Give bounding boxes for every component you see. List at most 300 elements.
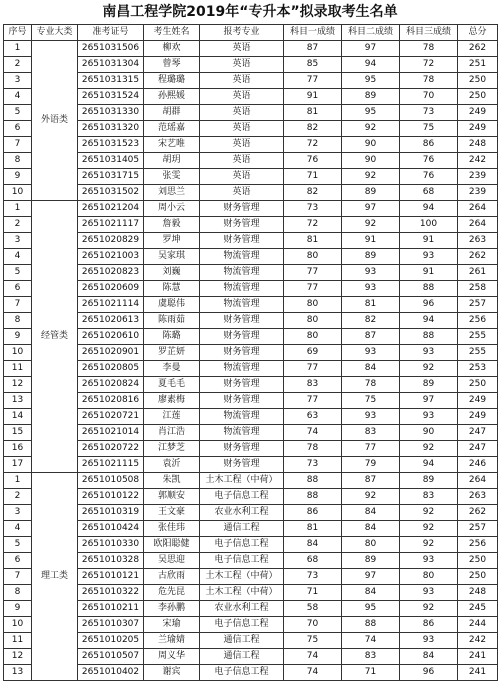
- score-3: 93: [400, 345, 458, 361]
- score-3: 93: [400, 585, 458, 601]
- table-row: [4, 137, 498, 153]
- score-1: 58: [284, 601, 342, 617]
- total-score: 242: [458, 633, 498, 649]
- table-row: [4, 601, 498, 617]
- score-1: 71: [284, 585, 342, 601]
- total-score: 256: [458, 313, 498, 329]
- score-2: 77: [342, 441, 400, 457]
- score-3: 100: [400, 217, 458, 233]
- column-header: 科目二成绩: [342, 25, 400, 41]
- total-score: 246: [458, 457, 498, 473]
- score-3: 94: [400, 313, 458, 329]
- total-score: 264: [458, 201, 498, 217]
- student-name: 吴思迎: [144, 553, 200, 569]
- major: 物流管理: [200, 425, 284, 441]
- score-1: 69: [284, 345, 342, 361]
- score-3: 88: [400, 329, 458, 345]
- total-score: 262: [458, 505, 498, 521]
- score-1: 85: [284, 57, 342, 73]
- student-name: 李曼: [144, 361, 200, 377]
- row-index: 9: [4, 329, 32, 345]
- score-1: 82: [284, 121, 342, 137]
- exam-id: 2651031523: [78, 137, 144, 153]
- score-1: 75: [284, 633, 342, 649]
- total-score: 255: [458, 345, 498, 361]
- major: 电子信息工程: [200, 665, 284, 681]
- exam-id: 2651031502: [78, 185, 144, 201]
- major: 英语: [200, 89, 284, 105]
- major: 物流管理: [200, 297, 284, 313]
- score-3: 89: [400, 473, 458, 489]
- table-row: [4, 585, 498, 601]
- row-index: 10: [4, 345, 32, 361]
- table-row: [4, 185, 498, 201]
- score-2: 92: [342, 489, 400, 505]
- student-name: 张佳玮: [144, 521, 200, 537]
- table-row: [4, 217, 498, 233]
- score-3: 93: [400, 409, 458, 425]
- table-row: [4, 121, 498, 137]
- exam-id: 2651031320: [78, 121, 144, 137]
- score-1: 80: [284, 297, 342, 313]
- exam-id: 2651031524: [78, 89, 144, 105]
- table-row: [4, 57, 498, 73]
- score-1: 74: [284, 425, 342, 441]
- total-score: 250: [458, 553, 498, 569]
- major: 英语: [200, 185, 284, 201]
- exam-id: 2651020829: [78, 233, 144, 249]
- major: 财务管理: [200, 329, 284, 345]
- student-name: 范瑶嘉: [144, 121, 200, 137]
- student-name: 柳欢: [144, 41, 200, 57]
- row-index: 1: [4, 201, 32, 217]
- table-row: [4, 89, 498, 105]
- table-row: [4, 649, 498, 665]
- exam-id: 2651020609: [78, 281, 144, 297]
- row-index: 2: [4, 57, 32, 73]
- exam-id: 2651021117: [78, 217, 144, 233]
- student-name: 危先昆: [144, 585, 200, 601]
- score-1: 73: [284, 457, 342, 473]
- student-name: 罗芷妍: [144, 345, 200, 361]
- score-1: 73: [284, 569, 342, 585]
- exam-id: 2651021114: [78, 297, 144, 313]
- major: 通信工程: [200, 649, 284, 665]
- major: 英语: [200, 137, 284, 153]
- row-index: 10: [4, 185, 32, 201]
- exam-id: 2651010319: [78, 505, 144, 521]
- score-2: 95: [342, 105, 400, 121]
- exam-id: 2651010330: [78, 537, 144, 553]
- table-row: [4, 169, 498, 185]
- student-name: 兰瑜婧: [144, 633, 200, 649]
- score-2: 93: [342, 409, 400, 425]
- total-score: 258: [458, 281, 498, 297]
- major: 物流管理: [200, 361, 284, 377]
- score-3: 94: [400, 201, 458, 217]
- row-index: 12: [4, 649, 32, 665]
- row-index: 11: [4, 633, 32, 649]
- score-3: 84: [400, 649, 458, 665]
- score-3: 86: [400, 617, 458, 633]
- exam-id: 2651020823: [78, 265, 144, 281]
- exam-id: 2651010211: [78, 601, 144, 617]
- student-name: 陈璐: [144, 329, 200, 345]
- major: 通信工程: [200, 521, 284, 537]
- table-row: [4, 361, 498, 377]
- major: 财务管理: [200, 377, 284, 393]
- score-2: 81: [342, 297, 400, 313]
- score-2: 71: [342, 665, 400, 681]
- score-2: 89: [342, 249, 400, 265]
- score-2: 92: [342, 121, 400, 137]
- score-2: 74: [342, 633, 400, 649]
- header-row: [4, 25, 498, 41]
- score-1: 81: [284, 233, 342, 249]
- exam-id: 2651020613: [78, 313, 144, 329]
- score-3: 90: [400, 425, 458, 441]
- score-1: 80: [284, 329, 342, 345]
- student-name: 李孙鹏: [144, 601, 200, 617]
- total-score: 247: [458, 441, 498, 457]
- score-3: 92: [400, 505, 458, 521]
- major: 财务管理: [200, 233, 284, 249]
- row-index: 4: [4, 521, 32, 537]
- table-row: [4, 409, 498, 425]
- exam-id: 2651020824: [78, 377, 144, 393]
- table-row: [4, 553, 498, 569]
- row-index: 3: [4, 73, 32, 89]
- column-header: 考生姓名: [144, 25, 200, 41]
- row-index: 1: [4, 41, 32, 57]
- score-2: 83: [342, 425, 400, 441]
- score-1: 91: [284, 89, 342, 105]
- category-cell: 经管类: [32, 201, 78, 473]
- total-score: 256: [458, 537, 498, 553]
- table-row: [4, 153, 498, 169]
- row-index: 16: [4, 441, 32, 457]
- exam-id: 2651010307: [78, 617, 144, 633]
- score-1: 74: [284, 665, 342, 681]
- major: 农业水利工程: [200, 601, 284, 617]
- score-3: 73: [400, 105, 458, 121]
- row-index: 8: [4, 585, 32, 601]
- score-2: 84: [342, 521, 400, 537]
- score-2: 82: [342, 313, 400, 329]
- student-name: 周义华: [144, 649, 200, 665]
- score-3: 92: [400, 361, 458, 377]
- row-index: 3: [4, 233, 32, 249]
- table-row: [4, 249, 498, 265]
- score-3: 75: [400, 121, 458, 137]
- exam-id: 2651010121: [78, 569, 144, 585]
- score-2: 90: [342, 137, 400, 153]
- student-name: 欧阳聪健: [144, 537, 200, 553]
- total-score: 249: [458, 105, 498, 121]
- score-3: 78: [400, 41, 458, 57]
- row-index: 14: [4, 409, 32, 425]
- score-1: 88: [284, 489, 342, 505]
- major: 电子信息工程: [200, 537, 284, 553]
- student-name: 朱凯: [144, 473, 200, 489]
- category-cell: 理工类: [32, 473, 78, 681]
- total-score: 257: [458, 521, 498, 537]
- total-score: 250: [458, 89, 498, 105]
- column-header: 报考专业: [200, 25, 284, 41]
- total-score: 239: [458, 185, 498, 201]
- exam-id: 2651010507: [78, 649, 144, 665]
- student-name: 胡玥: [144, 153, 200, 169]
- score-3: 92: [400, 441, 458, 457]
- table-row: [4, 393, 498, 409]
- student-name: 刘思兰: [144, 185, 200, 201]
- exam-id: 2651021003: [78, 249, 144, 265]
- score-3: 96: [400, 297, 458, 313]
- student-name: 张雯: [144, 169, 200, 185]
- major: 英语: [200, 153, 284, 169]
- major: 英语: [200, 121, 284, 137]
- major: 财务管理: [200, 201, 284, 217]
- score-1: 81: [284, 521, 342, 537]
- student-name: 孙熙媛: [144, 89, 200, 105]
- score-3: 92: [400, 521, 458, 537]
- row-index: 5: [4, 265, 32, 281]
- exam-id: 2651010322: [78, 585, 144, 601]
- row-index: 17: [4, 457, 32, 473]
- row-index: 10: [4, 617, 32, 633]
- major: 土木工程（中荷）: [200, 569, 284, 585]
- score-2: 95: [342, 601, 400, 617]
- major: 财务管理: [200, 217, 284, 233]
- total-score: 239: [458, 169, 498, 185]
- score-2: 87: [342, 473, 400, 489]
- row-index: 8: [4, 153, 32, 169]
- score-1: 81: [284, 105, 342, 121]
- major: 英语: [200, 169, 284, 185]
- row-index: 12: [4, 377, 32, 393]
- student-name: 程璐璐: [144, 73, 200, 89]
- row-index: 13: [4, 665, 32, 681]
- score-1: 87: [284, 41, 342, 57]
- row-index: 9: [4, 169, 32, 185]
- table-row: [4, 505, 498, 521]
- exam-id: 2651010328: [78, 553, 144, 569]
- score-1: 77: [284, 73, 342, 89]
- major: 物流管理: [200, 265, 284, 281]
- score-1: 86: [284, 505, 342, 521]
- student-name: 刘巍: [144, 265, 200, 281]
- exam-id: 2651010205: [78, 633, 144, 649]
- exam-id: 2651031405: [78, 153, 144, 169]
- row-index: 1: [4, 473, 32, 489]
- total-score: 249: [458, 393, 498, 409]
- total-score: 263: [458, 233, 498, 249]
- score-1: 76: [284, 153, 342, 169]
- score-2: 97: [342, 201, 400, 217]
- student-name: 袁沂: [144, 457, 200, 473]
- total-score: 264: [458, 217, 498, 233]
- student-name: 宋艺唯: [144, 137, 200, 153]
- major: 财务管理: [200, 313, 284, 329]
- page-title: 南昌工程学院2019年“专升本”拟录取考生名单: [102, 4, 398, 20]
- column-header: 专业大类: [32, 25, 78, 41]
- total-score: 250: [458, 73, 498, 89]
- score-1: 72: [284, 137, 342, 153]
- row-index: 3: [4, 505, 32, 521]
- row-index: 6: [4, 121, 32, 137]
- score-1: 77: [284, 361, 342, 377]
- row-index: 4: [4, 249, 32, 265]
- table-row: [4, 569, 498, 585]
- major: 财务管理: [200, 345, 284, 361]
- total-score: 262: [458, 249, 498, 265]
- score-1: 77: [284, 281, 342, 297]
- table-row: [4, 313, 498, 329]
- student-name: 廖素梅: [144, 393, 200, 409]
- table-row: [4, 441, 498, 457]
- score-1: 71: [284, 169, 342, 185]
- exam-id: 2651031330: [78, 105, 144, 121]
- student-name: 江梦芝: [144, 441, 200, 457]
- total-score: 262: [458, 41, 498, 57]
- score-1: 74: [284, 649, 342, 665]
- student-name: 詹毅: [144, 217, 200, 233]
- student-name: 宋瑜: [144, 617, 200, 633]
- score-3: 94: [400, 457, 458, 473]
- column-header: 总分: [458, 25, 498, 41]
- exam-id: 2651010508: [78, 473, 144, 489]
- score-2: 91: [342, 233, 400, 249]
- major: 英语: [200, 57, 284, 73]
- score-1: 63: [284, 409, 342, 425]
- score-2: 79: [342, 457, 400, 473]
- total-score: 241: [458, 649, 498, 665]
- score-3: 70: [400, 89, 458, 105]
- major: 物流管理: [200, 281, 284, 297]
- major: 土木工程（中荷）: [200, 585, 284, 601]
- row-index: 6: [4, 553, 32, 569]
- score-1: 72: [284, 217, 342, 233]
- total-score: 241: [458, 665, 498, 681]
- student-name: 王文豪: [144, 505, 200, 521]
- column-header: 科目三成绩: [400, 25, 458, 41]
- score-2: 89: [342, 89, 400, 105]
- total-score: 242: [458, 153, 498, 169]
- score-2: 89: [342, 553, 400, 569]
- exam-id: 2651020805: [78, 361, 144, 377]
- column-header: 准考证号: [78, 25, 144, 41]
- table-row: [4, 281, 498, 297]
- student-name: 胡群: [144, 105, 200, 121]
- major: 英语: [200, 105, 284, 121]
- column-header: 科目一成绩: [284, 25, 342, 41]
- row-index: 13: [4, 393, 32, 409]
- score-1: 78: [284, 441, 342, 457]
- score-3: 91: [400, 233, 458, 249]
- score-2: 93: [342, 265, 400, 281]
- score-3: 78: [400, 73, 458, 89]
- total-score: 247: [458, 425, 498, 441]
- score-2: 75: [342, 393, 400, 409]
- score-1: 77: [284, 393, 342, 409]
- major: 土木工程（中荷）: [200, 473, 284, 489]
- total-score: 251: [458, 57, 498, 73]
- total-score: 249: [458, 121, 498, 137]
- score-3: 92: [400, 601, 458, 617]
- score-1: 73: [284, 201, 342, 217]
- table-row: [4, 201, 498, 217]
- admission-table: [3, 24, 498, 681]
- student-name: 吴家琪: [144, 249, 200, 265]
- table-row: [4, 425, 498, 441]
- major: 财务管理: [200, 457, 284, 473]
- score-1: 82: [284, 185, 342, 201]
- student-name: 郭顺安: [144, 489, 200, 505]
- student-name: 谢宾: [144, 665, 200, 681]
- student-name: 虞聪伟: [144, 297, 200, 313]
- score-3: 96: [400, 665, 458, 681]
- row-index: 7: [4, 137, 32, 153]
- major: 通信工程: [200, 633, 284, 649]
- row-index: 7: [4, 569, 32, 585]
- table-body: [4, 41, 498, 681]
- table-row: [4, 233, 498, 249]
- total-score: 261: [458, 265, 498, 281]
- major: 电子信息工程: [200, 617, 284, 633]
- row-index: 2: [4, 217, 32, 233]
- total-score: 249: [458, 409, 498, 425]
- exam-id: 2651031304: [78, 57, 144, 73]
- student-name: 古欣雨: [144, 569, 200, 585]
- major: 财务管理: [200, 393, 284, 409]
- total-score: 250: [458, 377, 498, 393]
- student-name: 陈慧: [144, 281, 200, 297]
- table-row: [4, 473, 498, 489]
- total-score: 257: [458, 297, 498, 313]
- row-index: 9: [4, 601, 32, 617]
- table-row: [4, 521, 498, 537]
- exam-id: 2651010424: [78, 521, 144, 537]
- exam-id: 2651021115: [78, 457, 144, 473]
- score-2: 97: [342, 41, 400, 57]
- score-2: 90: [342, 153, 400, 169]
- table-row: [4, 345, 498, 361]
- exam-id: 2651020721: [78, 409, 144, 425]
- table-row: [4, 633, 498, 649]
- score-2: 83: [342, 649, 400, 665]
- score-3: 93: [400, 249, 458, 265]
- student-name: 陈雨茹: [144, 313, 200, 329]
- table-row: [4, 665, 498, 681]
- score-3: 86: [400, 137, 458, 153]
- exam-id: 2651010402: [78, 665, 144, 681]
- score-2: 92: [342, 169, 400, 185]
- score-1: 77: [284, 265, 342, 281]
- total-score: 244: [458, 617, 498, 633]
- total-score: 250: [458, 569, 498, 585]
- table-row: [4, 73, 498, 89]
- row-index: 15: [4, 425, 32, 441]
- total-score: 248: [458, 137, 498, 153]
- exam-id: 2651010122: [78, 489, 144, 505]
- total-score: 263: [458, 489, 498, 505]
- total-score: 248: [458, 585, 498, 601]
- student-name: 曾琴: [144, 57, 200, 73]
- row-index: 11: [4, 361, 32, 377]
- score-3: 89: [400, 377, 458, 393]
- table-row: [4, 377, 498, 393]
- row-index: 8: [4, 313, 32, 329]
